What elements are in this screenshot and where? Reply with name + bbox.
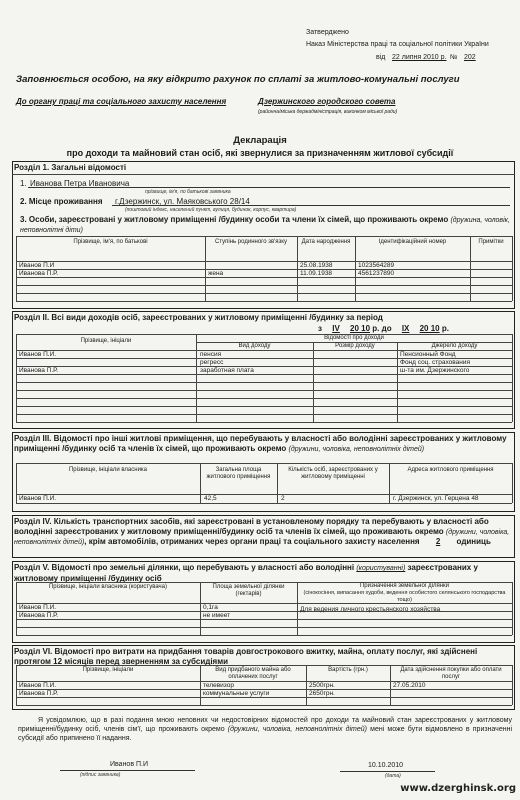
s2-row1-source: Пенсионный Фонд — [400, 351, 456, 358]
s2-row3-name: Иванова П.Р. — [19, 367, 59, 374]
s2-col-amount: Розмір доходу — [335, 343, 375, 349]
field-1-label: 1. — [20, 179, 27, 188]
s6-row1-cost: 2500грн. — [309, 682, 335, 689]
s2-row2-type: регресс — [200, 359, 224, 366]
s1-row2-birth: 11.09.1938 — [300, 270, 333, 277]
sign-date-sub: (дата) — [385, 773, 401, 779]
s5-col-purpose-note: (сінокосіння, випасання худоби, ведення особистого селянського господарства тощо) — [303, 590, 506, 603]
s5-col-area: Площа земельної ділянки (гектарів) — [212, 584, 285, 597]
s2-row3-type: заработная плата — [200, 367, 254, 374]
s2-row3-source: ш-та им. Дзержинского — [400, 367, 470, 374]
s5-row2-owner: Иванова П.Р. — [19, 612, 59, 619]
s1-row2-name: Иванова П.Р. — [19, 270, 59, 277]
order-date: 22 липня 2010 р. — [392, 54, 447, 61]
section-4-title: Розділ IV. Кількість транспортних засобів, які зареєстровані в установленому порядку та перебувають у власності або володінні зареєстрованих у житловому приміщенні/будинку осіб та членів їх сімей, що проживають окремо (дружини, чоловіка, неповнолітніх дітей), крім автомобілів, отриманих через органи праці та соціального захисту населення 2 одиниць — [14, 517, 510, 546]
s2-col-group: Відомості про доходи — [324, 335, 384, 341]
s3-col-owner: Прізвище, ініціали власника — [68, 467, 148, 473]
section-3-title: Розділ ІІІ. Відомості про інші житлові приміщення, що перебувають у власності або володінні зареєстрованих у житловому приміщенні /будинку осіб та членів їх сімей, що проживають окремо (дружини, чоловіка, неповнолітніх дітей) — [14, 434, 507, 453]
s6-row1-name: Иванов П.И. — [19, 682, 57, 689]
s3-col-persons: Кількість осіб, зареєстрованих у житловому приміщенні — [288, 467, 378, 480]
s5-row1-owner: Иванов П.И. — [19, 604, 57, 611]
watermark-text: www.dzerghinsk.org — [400, 783, 516, 794]
s2-col-source: Джерело доходу — [431, 343, 478, 349]
s1-col-notes: Примітки — [478, 239, 504, 245]
section-1-title: Розділ 1. Загальні відомості — [14, 163, 127, 172]
s1-col-id: Ідентифікаційний номер — [378, 239, 447, 245]
s1-row1-birth: 25.08.1938 — [300, 262, 333, 269]
signer-name: Иванов П.И — [110, 761, 148, 768]
s2-row2-source: Фонд соц. страхования — [400, 359, 471, 366]
section-6-title: Розділ VI. Відомості про витрати на придбання товарів довгострокового вжитку, майна, оплату послуг, які здійснені протягом 12 місяців перед зверненням за субсидіями — [14, 647, 478, 666]
s5-row1-purpose: Для ведения личного крестьянского хозяйства — [300, 606, 441, 613]
s6-row2-name: Иванова П.Р. — [19, 690, 59, 697]
s1-col-name: Прізвище, ім'я, по батькові — [73, 239, 148, 245]
s3-row1-owner: Иванов П.И. — [19, 495, 57, 502]
s3-col-area: Загальна площа житлового приміщення — [206, 467, 271, 480]
s5-row1-area: 0,1га — [203, 604, 218, 611]
s6-col-name: Прізвище, ініціали — [82, 667, 134, 673]
page-title: Декларація — [233, 135, 287, 146]
s5-col-purpose: Призначення земельної ділянки — [359, 583, 450, 589]
address-value: г.Дзержинск, ул. Маяковського 28/14 — [115, 197, 250, 206]
s1-row1-id: 1023564289 — [358, 262, 395, 269]
s2-col-name: Прізвище, ініціали — [80, 338, 132, 344]
sign-date: 10.10.2010 — [368, 762, 404, 769]
s6-row2-item: коммунальные услуги — [203, 690, 270, 697]
s5-col-owner: Прізвище, ініціали власника (користувача) — [48, 584, 168, 590]
s1-row2-id: 4561237890 — [358, 270, 395, 277]
applicant-name: Иванова Петра Ивановича — [30, 179, 130, 188]
s2-row1-name: Иванов П.И. — [19, 351, 57, 358]
order-num: 202 — [464, 54, 476, 61]
order-num-prefix: № — [450, 54, 458, 61]
s1-row1-name: Иванов П.И — [19, 262, 55, 269]
s2-period: з IV 20 10 р. до IX 20 10 р. — [318, 324, 449, 333]
s3-row1-area: 42,5 — [204, 495, 217, 502]
s5-row2-area: не имеет — [203, 612, 231, 619]
intro-text: Заповнюється особою, на яку відкрито рахунок по сплаті за житлово-комунальні послуги — [16, 74, 460, 85]
approved-label: Затверджено — [306, 29, 349, 36]
page-subtitle: про доходи та майновий стан осіб, які звернулися за призначенням житлової субсидії — [66, 148, 454, 158]
s3-col-address: Адреса житлового приміщення — [407, 467, 494, 473]
field-2-label: 2. Місце проживання — [20, 197, 103, 206]
s3-row1-address: г. Дзержинск, ул. Герцена 48 — [393, 495, 479, 502]
s1-col-birthdate: Дата народження — [301, 239, 351, 245]
signer-sub: (підпис заявника) — [80, 772, 121, 778]
order-label: Наказ Міністерства праці та соціальної політики України — [306, 41, 489, 48]
to-value: Дзержинского городского совета — [258, 97, 396, 106]
s6-col-date: Дата здійснення покупки або оплати послуг — [400, 667, 502, 680]
s6-row2-cost: 2650грн. — [309, 690, 335, 697]
s3-row1-persons: 2 — [281, 495, 285, 502]
s6-row1-item: телевизор — [203, 682, 234, 689]
s6-col-item: Вид придбаного майна або оплачених послуг — [215, 667, 291, 680]
s6-row1-date: 27.05.2010 — [393, 682, 426, 689]
field-3-label: 3. Особи, зареєстровані у житловому приміщенні /будинку особи та члени їх сімей, що проживають окремо (дружина, чоловік, неповнолітні діти) — [20, 215, 510, 234]
field-1-sub: прізвище, ім'я, по батькові заявника — [145, 189, 231, 195]
s1-row2-relation: жена — [208, 270, 224, 277]
to-sub: (районна/міська держадміністрація, виконком міської ради) — [258, 109, 398, 115]
s1-col-relation: Ступінь родинного зв'язку — [214, 239, 288, 245]
s2-row1-type: пенсия — [200, 351, 222, 358]
field-2-sub: (поштовий індекс, населений пункт, вулиця, будинок, корпус, квартира) — [125, 207, 297, 213]
statement-text: Я усвідомлюю, що в разі подання мною неповних чи недостовірних відомостей про доходи та майновий стан зареєстрованих у житловому приміщенні/будинку осіб, членів сім'ї, що проживають окремо (дружини, чоловіка, неповнолітніх дітей) мені може бути відмовлено в призначенні субсидії або припинено її надання. — [18, 717, 512, 742]
section-2-title: Розділ ІІ. Всі види доходів осіб, зареєстрованих у житловому приміщенні /будинку за період — [14, 313, 383, 322]
s6-col-cost: Вартість (грн.) — [328, 667, 368, 673]
section-5-title: Розділ V. Відомості про земельні ділянки, що перебувають у власності або володінні (користуванні) зареєстрованих у житловому приміщенні /будинку осіб — [14, 563, 478, 583]
order-date-prefix: від — [376, 54, 386, 61]
s2-col-type: Вид доходу — [238, 343, 271, 349]
to-label: До органу праці та соціального захисту населення — [16, 97, 227, 106]
